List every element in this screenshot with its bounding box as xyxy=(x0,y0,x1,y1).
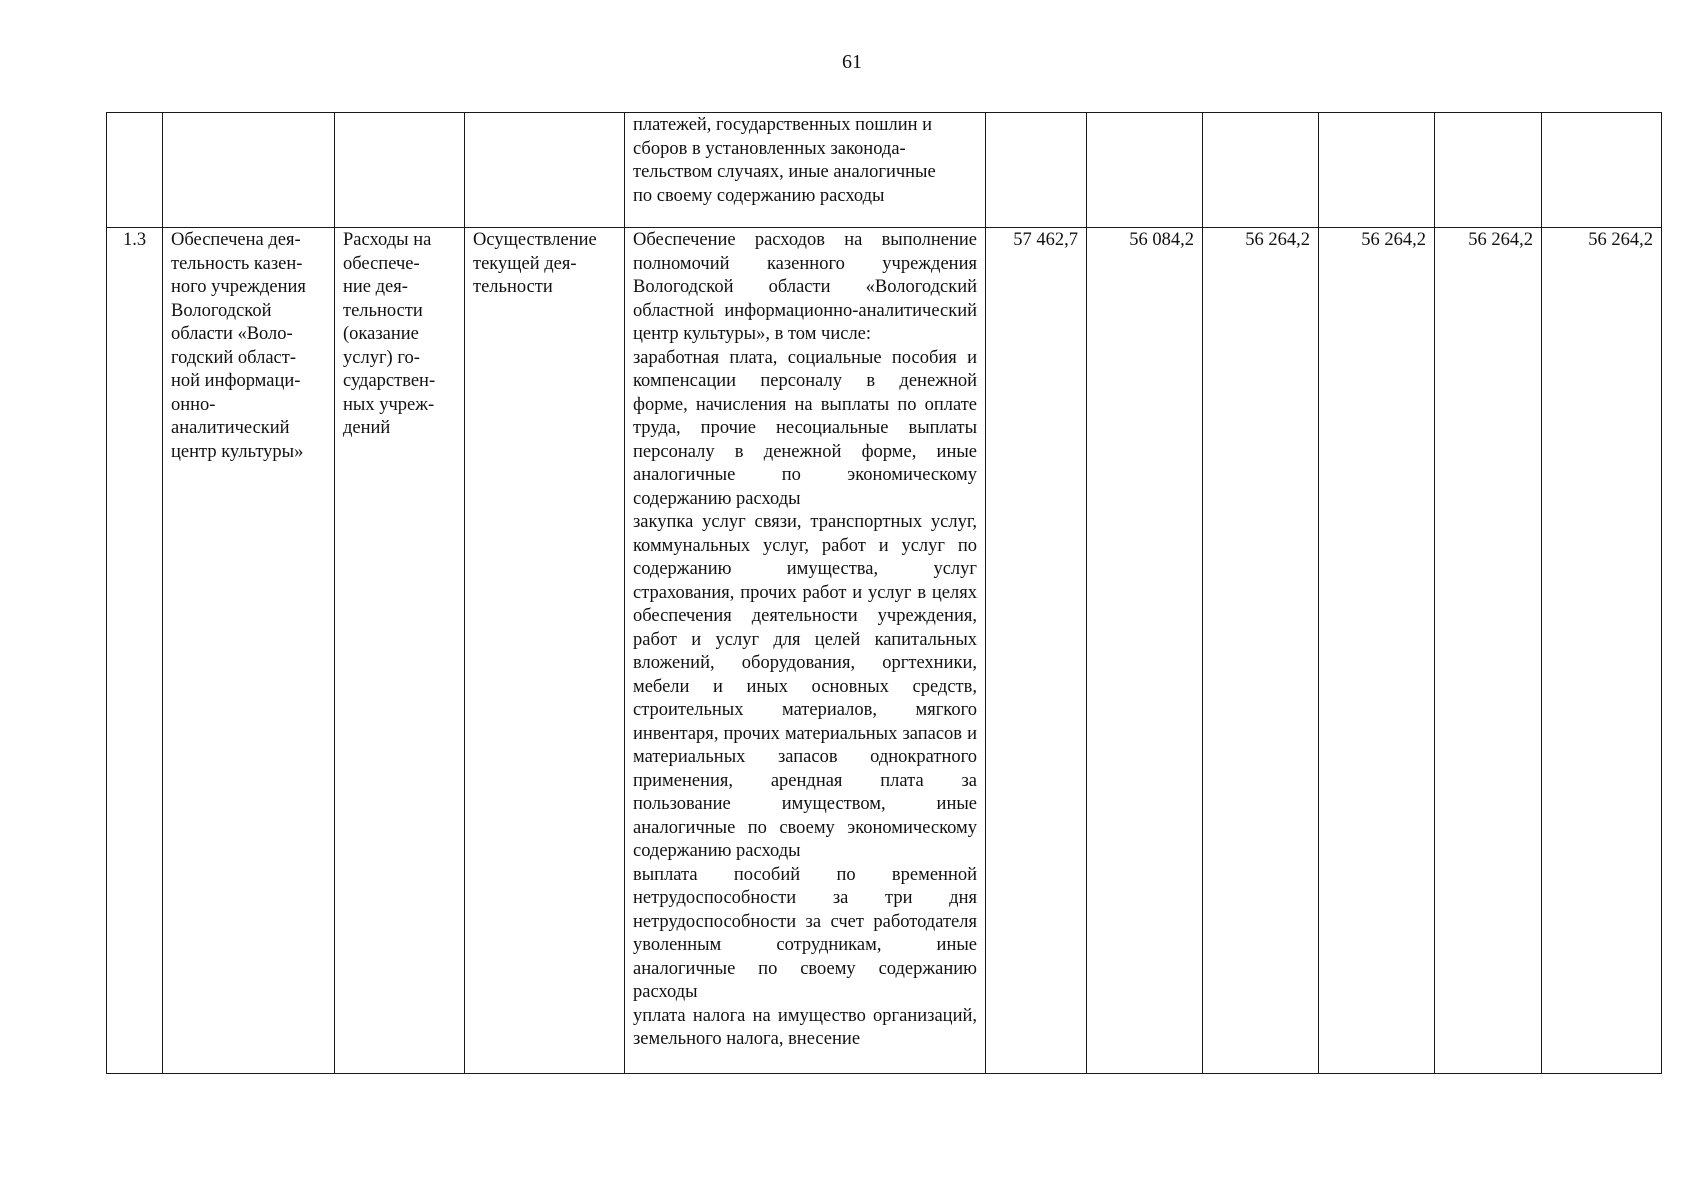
cell-amount-empty xyxy=(1542,113,1662,228)
cell-amount-year-4: 56 264,2 xyxy=(1319,228,1435,1074)
cell-amount-year-1: 57 462,7 xyxy=(986,228,1087,1074)
activity-line: Осуществление xyxy=(473,230,597,250)
description-line: сборов в установленных законода- xyxy=(633,138,906,159)
cell-amount-empty xyxy=(986,113,1087,228)
cell-expense-type xyxy=(335,228,465,1074)
cell-amount-empty xyxy=(1435,113,1542,228)
cell-amount-empty xyxy=(1319,113,1435,228)
budget-table xyxy=(106,112,1662,1074)
result-line: аналитический xyxy=(171,418,290,438)
cell-amount-year-6: 56 264,2 xyxy=(1542,228,1662,1074)
cell-result xyxy=(163,228,335,1074)
cell-amount-year-5: 56 264,2 xyxy=(1435,228,1542,1074)
description-paragraph: выплата пособий по временной нетрудоспособности за три дня нетрудоспособности за счет работодателя уволенным сотрудникам, иные аналогичные по своему содержанию расходы xyxy=(633,864,977,1002)
description-paragraph: закупка услуг связи, транспортных услуг, коммунальных услуг, работ и услуг по содержанию имущества, услуг страхования, прочих работ и услуг в целях обеспечения деятельности учреждения, работ и услуг для целей капитальных вложений, оборудования, оргтехники, мебели и иных основных средств, строительных материалов, мягкого инвентаря, прочих материальных запасов и материальных запасов однократного применения, арендная плата за пользование имуществом, иные аналогичные по своему экономическому содержанию расходы xyxy=(633,512,977,861)
expense-type-line: ных учреж- xyxy=(343,394,435,415)
result-line: области «Воло- xyxy=(171,324,293,344)
cell-amount-year-2: 56 084,2 xyxy=(1087,228,1203,1074)
description-paragraph: Обеспечение расходов на выполнение полномочий казенного учреждения Вологодской области «Вологодский областной информационно-аналитический центр культуры», в том числе: xyxy=(633,230,977,344)
expense-type-line: сударствен- xyxy=(343,371,436,391)
activity-line: текущей дея- xyxy=(473,253,577,274)
cell-number-empty xyxy=(107,113,163,228)
expense-type-line: ние дея- xyxy=(343,277,408,297)
result-line: годский област- xyxy=(171,347,296,368)
description-paragraph: заработная плата, социальные пособия и компенсации персоналу в денежной форме, начисления на выплаты по оплате труда, прочие несоциальные выплаты персоналу в денежной форме, иные аналогичные по экономическому содержанию расходы xyxy=(633,347,977,509)
cell-result-empty xyxy=(163,113,335,228)
result-line: ного учреждения xyxy=(171,277,306,297)
cell-number: 1.3 xyxy=(107,228,163,1074)
result-line: онно- xyxy=(171,394,216,415)
result-line: Вологодской xyxy=(171,300,272,321)
table-row-continuation xyxy=(107,113,1662,228)
description-line: платежей, государственных пошлин и xyxy=(633,115,933,135)
description-line: по своему содержанию расходы xyxy=(633,185,885,206)
expense-type-line: услуг) го- xyxy=(343,347,420,368)
result-line: Обеспечена дея- xyxy=(171,230,301,250)
cell-amount-year-3: 56 264,2 xyxy=(1203,228,1319,1074)
cell-amount-empty xyxy=(1203,113,1319,228)
cell-description xyxy=(625,228,986,1074)
page-number: 61 xyxy=(842,51,862,73)
result-line: центр культуры» xyxy=(171,441,304,462)
cell-description-continuation xyxy=(625,113,986,228)
cell-activity-empty xyxy=(465,113,625,228)
description-paragraph: уплата налога на имущество организаций, земельного налога, внесение xyxy=(633,1005,977,1049)
cell-expense-type-empty xyxy=(335,113,465,228)
expense-type-line: обеспече- xyxy=(343,253,420,274)
expense-type-line: дений xyxy=(343,418,391,438)
activity-line: тельности xyxy=(473,277,553,297)
expense-type-line: тельности xyxy=(343,300,423,321)
result-line: ной информаци- xyxy=(171,371,301,391)
cell-activity xyxy=(465,228,625,1074)
description-line: тельством случаях, иные аналогичные xyxy=(633,162,936,182)
result-line: тельность казен- xyxy=(171,253,303,274)
expense-type-line: Расходы на xyxy=(343,230,432,250)
expense-type-line: (оказание xyxy=(343,324,419,344)
table-row-main xyxy=(107,228,1662,1074)
cell-amount-empty xyxy=(1087,113,1203,228)
